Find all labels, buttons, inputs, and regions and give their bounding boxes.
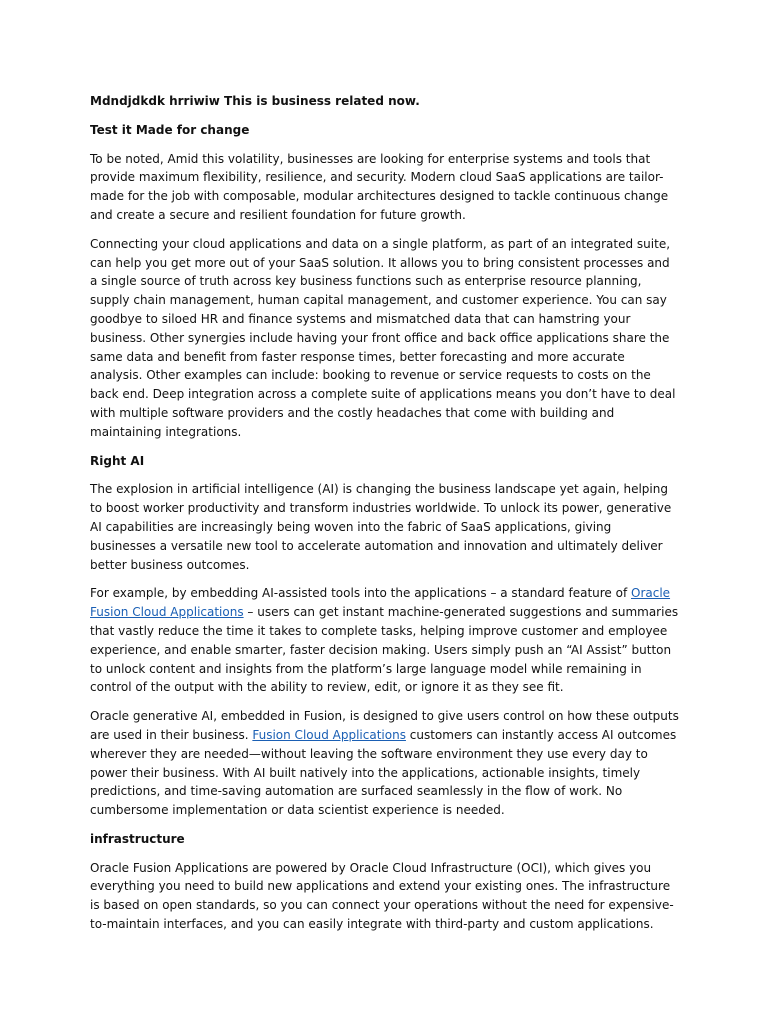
paragraph-oci: Oracle Fusion Applications are powered by Oracle Cloud Infrastructure (OCI), which gives you everything you need to build new applications and extend your existing ones. The infrastructure is based on open standards, so you can connect your operations without the need for expensive-to-maintain interfaces, and you can easily integrate with third-party and custom applications. [90,860,674,932]
paragraph-integrated-suite: Connecting your cloud applications and data on a single platform, as part of an integrated suite, can help you get more out of your SaaS solution. It allows you to bring consistent processes and a single source of truth across key business functions such as enterprise resource planning, supply chain management, human capital management, and customer experience. You can say goodbye to siloed HR and finance systems and mismatched data that can hamstring your business. Other synergies include having your front office and back office applications share the same data and benefit from faster response times, better forecasting and more accurate analysis. Other examples can include: booking to revenue or service requests to costs on the back end. Deep integration across a complete suite of applications means you don’t have to deal with multiple software providers and the costly headaches that come with building and maintaining integrations. [90,236,676,439]
oracle-fusion-cloud-applications-link[interactable]: Oracle Fusion Cloud Applications [90,586,671,620]
paragraph-generative-ai [90,707,680,820]
paragraph-generative-ai-text-after: customers can instantly access AI outcomes wherever they are needed—without leaving the software environment they use every day to power their business. With AI built natively into the applications, actionable insights, timely predictions, and time-saving automation are surfaced seamlessly in the flow of work. No cumbersome implementation or data scientist experience is needed. [90,727,677,818]
paragraph-ai-assist-text-before: For example, by embedding AI-assisted tools into the applications – a standard feature of [90,586,631,601]
paragraph-ai-explosion: The explosion in artificial intelligence (AI) is changing the business landscape yet again, helping to boost worker productivity and transform industries worldwide. To unlock its power, generative AI capabilities are increasingly being woven into the fabric of SaaS applications, giving businesses a versatile new tool to accelerate automation and innovation and ultimately deliver better business outcomes. [90,482,672,572]
section-heading-change: Test it Made for change [90,122,250,137]
section-heading-infrastructure: infrastructure [90,831,185,846]
document-page [90,92,680,944]
paragraph-ai-assist [90,584,680,697]
section-heading-right-ai: Right AI [90,453,145,468]
paragraph-ai-assist-text-after: – users can get instant machine-generated suggestions and summaries that vastly reduce the time it takes to complete tasks, helping improve customer and employee experience, and enable smarter, faster decision making. Users simply push an “AI Assist” button to unlock content and insights from the platform’s large language model while remaining in control of the output with the ability to review, edit, or ignore it as they see fit. [90,605,679,695]
fusion-cloud-applications-link[interactable]: Fusion Cloud Applications [252,727,406,742]
paragraph-generative-ai-text-before: Oracle generative AI, embedded in Fusion, is designed to give users control on how these outputs are used in their business. [90,709,679,742]
document-title-line: Mdndjdkdk hrriwiw This is business related now. [90,94,420,108]
paragraph-volatility: To be noted, Amid this volatility, businesses are looking for enterprise systems and tools that provide maximum flexibility, resilience, and security. Modern cloud SaaS applications are tailor-made for the job with composable, modular architectures designed to tackle continuous change and create a secure and resilient foundation for future growth. [90,151,669,222]
